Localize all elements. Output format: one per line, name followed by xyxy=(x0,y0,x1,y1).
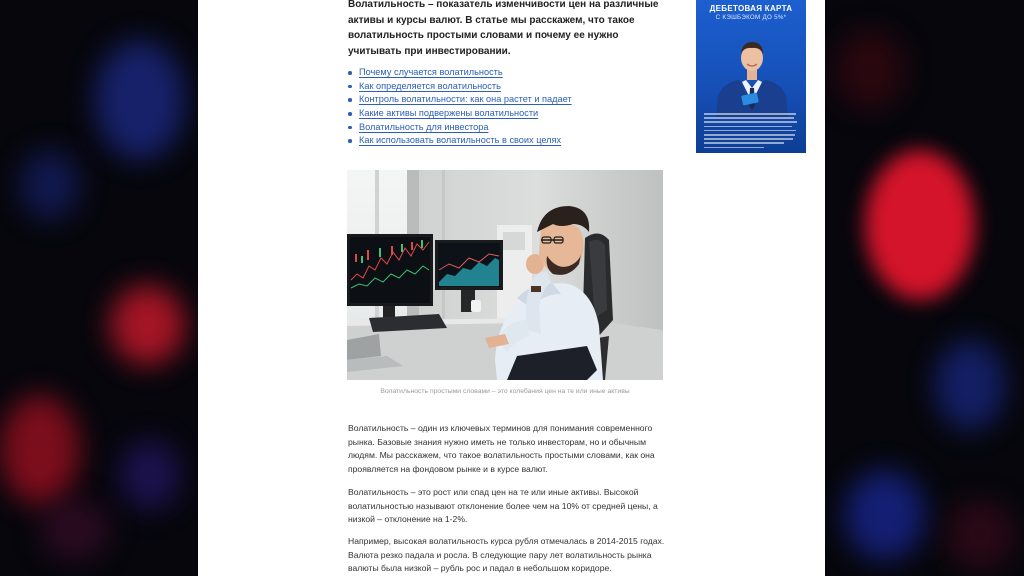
trader-photo xyxy=(347,170,663,380)
toc-link[interactable]: Как определяется волатильность xyxy=(359,80,501,91)
blurred-background-right xyxy=(825,0,1024,576)
toc-link[interactable]: Какие активы подвержены волатильности xyxy=(359,108,539,119)
toc-link[interactable]: Волатильность для инвестора xyxy=(359,121,489,132)
toc-item[interactable] xyxy=(348,66,678,80)
ad-banner[interactable] xyxy=(696,0,806,153)
toc-item[interactable] xyxy=(348,121,678,135)
article-page xyxy=(198,0,825,576)
blurred-background-left xyxy=(0,0,198,576)
image-caption: Волатильность простыми словами – это колебания цен на те или иные активы xyxy=(380,388,630,395)
toc-item[interactable] xyxy=(348,93,678,107)
toc-item[interactable] xyxy=(348,134,678,148)
ad-fine-print xyxy=(704,113,798,151)
article-image xyxy=(347,170,663,380)
toc-item[interactable] xyxy=(348,80,678,94)
article-lead: Волатильность – показатель изменчивости цен на различные активы и курсы валют. В статье мы расскажем, что такое волатильность простыми словами и почему ее нужно учитывать при инвестировании. xyxy=(348,0,659,57)
ad-person-image xyxy=(712,30,792,118)
article-paragraph: Например, высокая волатильность курса рубля отмечалась в 2014-2015 годах. Валюта резко падала и росла. В следующие пару лет волатильность рынка валюты была низкой – рубль рос и падал в небольшом коридоре. xyxy=(348,536,665,574)
article-paragraph: Волатильность – это рост или спад цен на те или иные активы. Высокой волатильностью называют отклонение более чем на 10% от средней цены, а низкой – отклонение на 1-2%. xyxy=(348,487,658,525)
table-of-contents xyxy=(348,66,678,148)
toc-link[interactable]: Контроль волатильности: как она растет и падает xyxy=(359,94,572,105)
ad-title: ДЕБЕТОВАЯ КАРТА xyxy=(709,4,793,13)
toc-link[interactable]: Как использовать волатильность в своих целях xyxy=(359,135,562,146)
toc-link[interactable]: Почему случается волатильность xyxy=(359,67,503,77)
ad-subtitle: С КЭШБЭКОМ ДО 5%* xyxy=(715,14,787,21)
toc-item[interactable] xyxy=(348,107,678,121)
article-paragraph: Волатильность – один из ключевых терминов для понимания современного рынка. Базовые знания нужно иметь не только инвесторам, но и обычным людям. Мы расскажем, что такое волатильность простыми словами, как она проявляется на фондовом рынке и в курсе валют. xyxy=(348,423,655,475)
